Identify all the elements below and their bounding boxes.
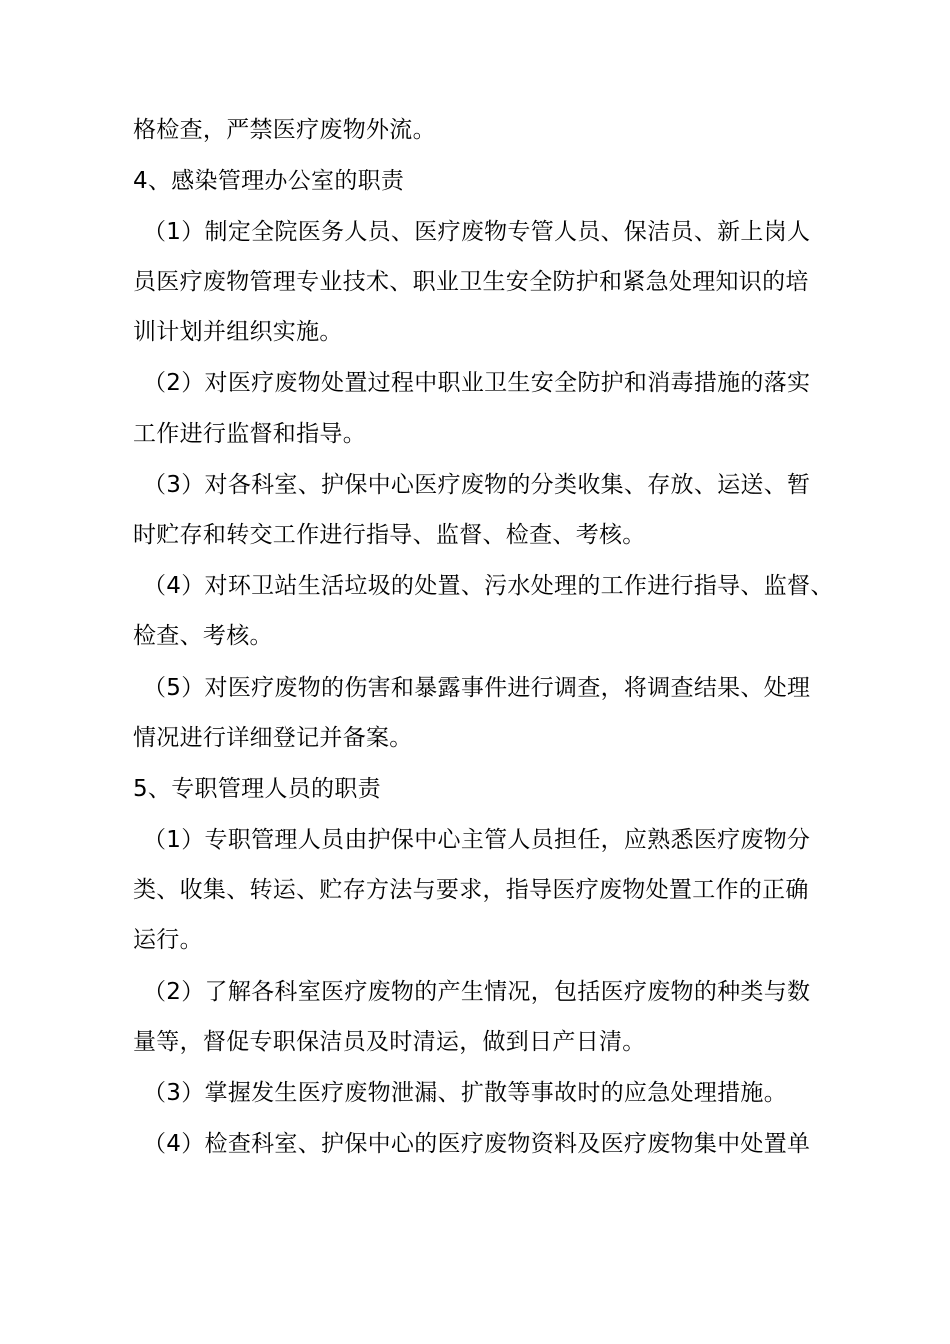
text-line: 情况进行详细登记并备案。 xyxy=(133,725,413,751)
text-line: 时贮存和转交工作进行指导、监督、检查、考核。 xyxy=(133,522,646,548)
text-line: （5）对医疗废物的伤害和暴露事件进行调查，将调查结果、处理 xyxy=(143,675,811,701)
text-line: 运行。 xyxy=(133,927,203,953)
text-line: 量等，督促专职保洁员及时清运，做到日产日清。 xyxy=(133,1029,646,1055)
text-line: 检查、考核。 xyxy=(133,623,273,649)
text-line: 员医疗废物管理专业技术、职业卫生安全防护和紧急处理知识的培 xyxy=(133,269,809,295)
text-line: （2）了解各科室医疗废物的产生情况，包括医疗废物的种类与数 xyxy=(143,979,811,1005)
text-line: （3）对各科室、护保中心医疗废物的分类收集、存放、运送、暂 xyxy=(143,472,811,498)
text-line: 格检查，严禁医疗废物外流。 xyxy=(133,117,436,143)
text-line: （4）检查科室、护保中心的医疗废物资料及医疗废物集中处置单 xyxy=(143,1131,811,1157)
text-line: （1）制定全院医务人员、医疗废物专管人员、保洁员、新上岗人 xyxy=(143,219,811,245)
text-line: 工作进行监督和指导。 xyxy=(133,421,366,447)
text-line: 训计划并组织实施。 xyxy=(133,319,343,345)
text-line: 类、收集、转运、贮存方法与要求，指导医疗废物处置工作的正确 xyxy=(133,877,809,903)
text-line: （2）对医疗废物处置过程中职业卫生安全防护和消毒措施的落实 xyxy=(143,370,811,396)
section-heading: 5、专职管理人员的职责 xyxy=(133,776,381,802)
text-line: （4）对环卫站生活垃圾的处置、污水处理的工作进行指导、监督、 xyxy=(143,573,834,599)
text-line: （1）专职管理人员由护保中心主管人员担任，应熟悉医疗废物分 xyxy=(143,827,811,853)
text-line: （3）掌握发生医疗废物泄漏、扩散等事故时的应急处理措施。 xyxy=(143,1080,788,1106)
section-heading: 4、感染管理办公室的职责 xyxy=(133,168,405,194)
